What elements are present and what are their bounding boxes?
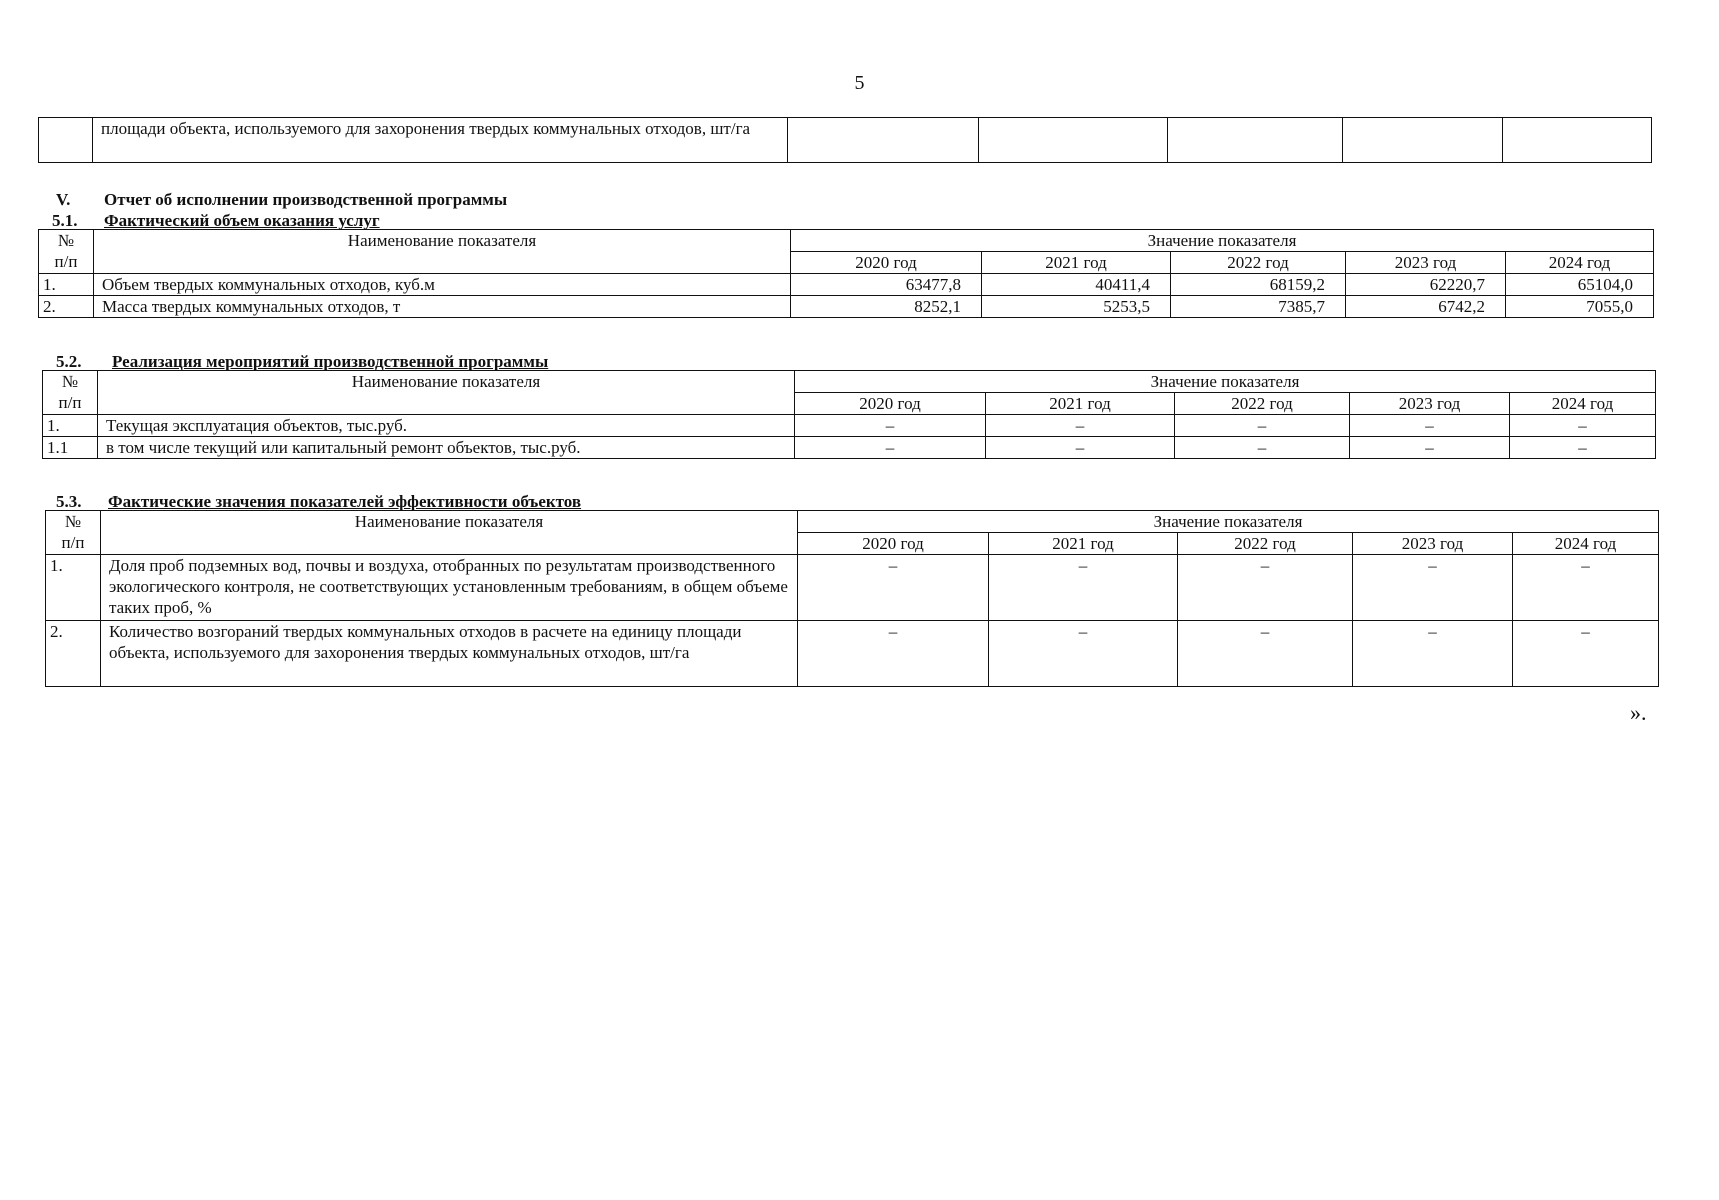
column-header-year: 2024 год [1510, 393, 1656, 415]
value-cell: – [989, 621, 1178, 687]
row-index: 1. [43, 415, 98, 437]
section-number: 5.1. [52, 211, 78, 230]
page-number: 5 [854, 72, 865, 94]
column-header-no [43, 371, 98, 415]
value-cell: – [989, 555, 1178, 621]
row-index: 1.1 [43, 437, 98, 459]
value-cell: – [798, 621, 989, 687]
table-row [46, 621, 1659, 687]
value-cell: – [795, 437, 986, 459]
indicator-name: в том числе текущий или капитальный ремонт объектов, тыс.руб. [98, 437, 795, 459]
header-no-line1: № [61, 372, 79, 391]
section-heading-v [56, 189, 507, 210]
indicator-name: Объем твердых коммунальных отходов, куб.м [94, 274, 791, 296]
value-cell: – [1175, 437, 1350, 459]
header-row [43, 371, 1656, 393]
indicator-name: Текущая эксплуатация объектов, тыс.руб. [98, 415, 795, 437]
section-heading-5-3 [56, 491, 581, 512]
column-header-no [46, 511, 101, 555]
column-header-year: 2020 год [795, 393, 986, 415]
column-header-year: 2022 год [1171, 252, 1346, 274]
column-header-year: 2024 год [1506, 252, 1654, 274]
row-index: 1. [46, 555, 101, 621]
section-number: V. [56, 190, 71, 209]
column-header-name: Наименование показателя [94, 230, 791, 274]
header-row [39, 230, 1654, 252]
table-row [39, 274, 1654, 296]
value-cell: 5253,5 [982, 296, 1171, 318]
value-cell: – [1353, 555, 1513, 621]
section-title: Отчет об исполнении производственной программы [104, 190, 508, 209]
column-header-year: 2021 год [982, 252, 1171, 274]
value-cell: 63477,8 [791, 274, 982, 296]
closing-quote-mark: ». [1630, 700, 1647, 725]
column-header-value: Значение показателя [798, 511, 1659, 533]
indicator-name: Доля проб подземных вод, почвы и воздуха, отобранных по результатам производственного экологического контроля, не соответствующих установленным требованиям, в общем объеме таких проб, % [101, 555, 798, 621]
value-cell: – [986, 437, 1175, 459]
column-header-year: 2021 год [986, 393, 1175, 415]
column-header-name: Наименование показателя [101, 511, 798, 555]
header-no-line2: п/п [54, 252, 78, 271]
column-header-no [39, 230, 94, 274]
value-cell: – [1178, 621, 1353, 687]
value-cell: 62220,7 [1346, 274, 1506, 296]
column-header-year: 2023 год [1350, 393, 1510, 415]
value-cell: – [795, 415, 986, 437]
table-5-1 [38, 229, 1654, 318]
column-header-year: 2023 год [1346, 252, 1506, 274]
value-cell: – [1350, 415, 1510, 437]
column-header-year: 2021 год [989, 533, 1178, 555]
header-row [46, 511, 1659, 533]
value-cell: – [1513, 555, 1659, 621]
column-header-year: 2023 год [1353, 533, 1513, 555]
header-no-line2: п/п [58, 393, 82, 412]
column-header-value: Значение показателя [791, 230, 1654, 252]
header-no-line2: п/п [61, 533, 85, 552]
value-cell: 68159,2 [1171, 274, 1346, 296]
value-cell: – [798, 555, 989, 621]
value-cell: 40411,4 [982, 274, 1171, 296]
row-index: 2. [39, 296, 94, 318]
section-number: 5.2. [56, 352, 82, 371]
column-header-year: 2022 год [1178, 533, 1353, 555]
section-number: 5.3. [56, 492, 82, 511]
header-no-line1: № [64, 512, 82, 531]
value-cell: – [1513, 621, 1659, 687]
header-no-line1: № [57, 231, 75, 250]
value-cell: – [986, 415, 1175, 437]
value-cell: 65104,0 [1506, 274, 1654, 296]
section-title: Фактический объем оказания услуг [104, 211, 380, 230]
section-title: Реализация мероприятий производственной программы [112, 352, 549, 371]
table-row [43, 415, 1656, 437]
column-header-value: Значение показателя [795, 371, 1656, 393]
indicator-name: Масса твердых коммунальных отходов, т [94, 296, 791, 318]
value-cell: – [1175, 415, 1350, 437]
row-index: 2. [46, 621, 101, 687]
value-cell: 6742,2 [1346, 296, 1506, 318]
column-header-year: 2024 год [1513, 533, 1659, 555]
value-cell: 8252,1 [791, 296, 982, 318]
table-row [39, 296, 1654, 318]
table-row [43, 437, 1656, 459]
table-row [39, 118, 1652, 163]
value-cell: – [1350, 437, 1510, 459]
value-cell: – [1353, 621, 1513, 687]
section-title: Фактические значения показателей эффективности объектов [108, 492, 582, 511]
value-cell: 7385,7 [1171, 296, 1346, 318]
column-header-year: 2020 год [798, 533, 989, 555]
section-heading-5-1 [52, 210, 380, 231]
value-cell: 7055,0 [1506, 296, 1654, 318]
value-cell: – [1510, 437, 1656, 459]
column-header-year: 2022 год [1175, 393, 1350, 415]
column-header-year: 2020 год [791, 252, 982, 274]
table-5-3 [45, 510, 1659, 687]
row-index: 1. [39, 274, 94, 296]
table-5-2 [42, 370, 1656, 459]
table-row [46, 555, 1659, 621]
indicator-name: Количество возгораний твердых коммунальных отходов в расчете на единицу площади объекта, используемого для захоронения твердых коммунальных отходов, шт/га [101, 621, 798, 687]
value-cell: – [1178, 555, 1353, 621]
row-index [39, 118, 93, 163]
continuation-table [38, 117, 1652, 163]
column-header-name: Наименование показателя [98, 371, 795, 415]
section-heading-5-2 [56, 351, 548, 372]
value-cell: – [1510, 415, 1656, 437]
indicator-name: площади объекта, используемого для захоронения твердых коммунальных отходов, шт/га [93, 118, 788, 163]
